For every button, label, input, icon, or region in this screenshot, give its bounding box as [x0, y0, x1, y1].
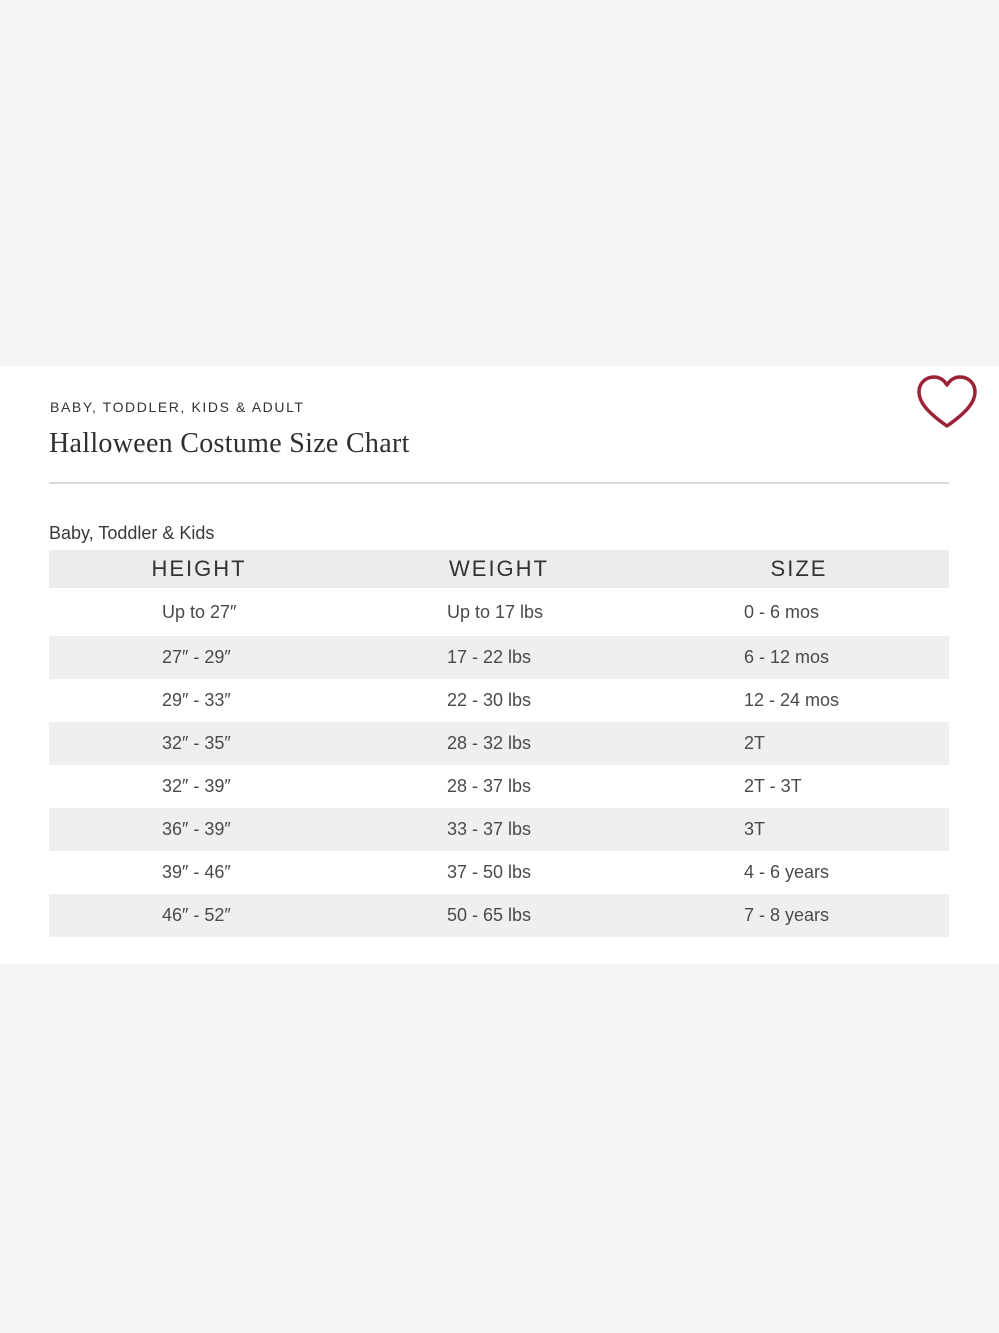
- table-row: [49, 808, 949, 851]
- weight-cell: 28 - 32 lbs: [349, 722, 649, 765]
- eyebrow-label: BABY, TODDLER, KIDS & ADULT: [50, 399, 305, 415]
- height-cell: 39″ - 46″: [162, 862, 231, 882]
- size-cell: 4 - 6 years: [744, 862, 830, 882]
- table-row: [49, 588, 949, 636]
- column-header-weight: WEIGHT: [349, 550, 649, 588]
- weight-cell: 37 - 50 lbs: [447, 862, 532, 882]
- size-cell: 2T: [649, 722, 949, 765]
- size-cell: 3T: [649, 808, 949, 851]
- height-cell: 36″ - 39″: [49, 808, 349, 851]
- weight-cell: 22 - 30 lbs: [447, 690, 532, 710]
- section-title: Baby, Toddler & Kids: [49, 523, 215, 543]
- weight-cell: 17 - 22 lbs: [349, 636, 649, 679]
- column-header-height: HEIGHT: [49, 550, 349, 588]
- height-cell: 29″ - 33″: [162, 690, 231, 710]
- size-cell: 7 - 8 years: [649, 894, 949, 937]
- height-cell: Up to 27″: [162, 601, 237, 622]
- table-row: [49, 894, 949, 937]
- weight-cell: 50 - 65 lbs: [349, 894, 649, 937]
- heart-outline-icon[interactable]: [915, 374, 979, 432]
- page-title: Halloween Costume Size Chart: [49, 428, 410, 459]
- table-row: [49, 851, 949, 894]
- height-cell: 32″ - 35″: [49, 722, 349, 765]
- table-row: [49, 722, 949, 765]
- weight-cell: 28 - 37 lbs: [447, 776, 532, 796]
- size-cell: 6 - 12 mos: [649, 636, 949, 679]
- size-cell: 2T - 3T: [744, 776, 802, 796]
- weight-cell: Up to 17 lbs: [447, 601, 544, 622]
- column-header-size: SIZE: [649, 550, 949, 588]
- height-cell: 32″ - 39″: [162, 776, 231, 796]
- size-table: [49, 550, 949, 937]
- size-cell: 0 - 6 mos: [744, 601, 820, 622]
- table-row: [49, 636, 949, 679]
- table-header-row: [49, 550, 949, 588]
- table-row: [49, 679, 949, 722]
- height-cell: 27″ - 29″: [49, 636, 349, 679]
- weight-cell: 33 - 37 lbs: [349, 808, 649, 851]
- size-cell: 12 - 24 mos: [744, 690, 840, 710]
- table-row: [49, 765, 949, 808]
- height-cell: 46″ - 52″: [49, 894, 349, 937]
- title-divider: [49, 482, 949, 484]
- size-chart-card: [0, 366, 999, 964]
